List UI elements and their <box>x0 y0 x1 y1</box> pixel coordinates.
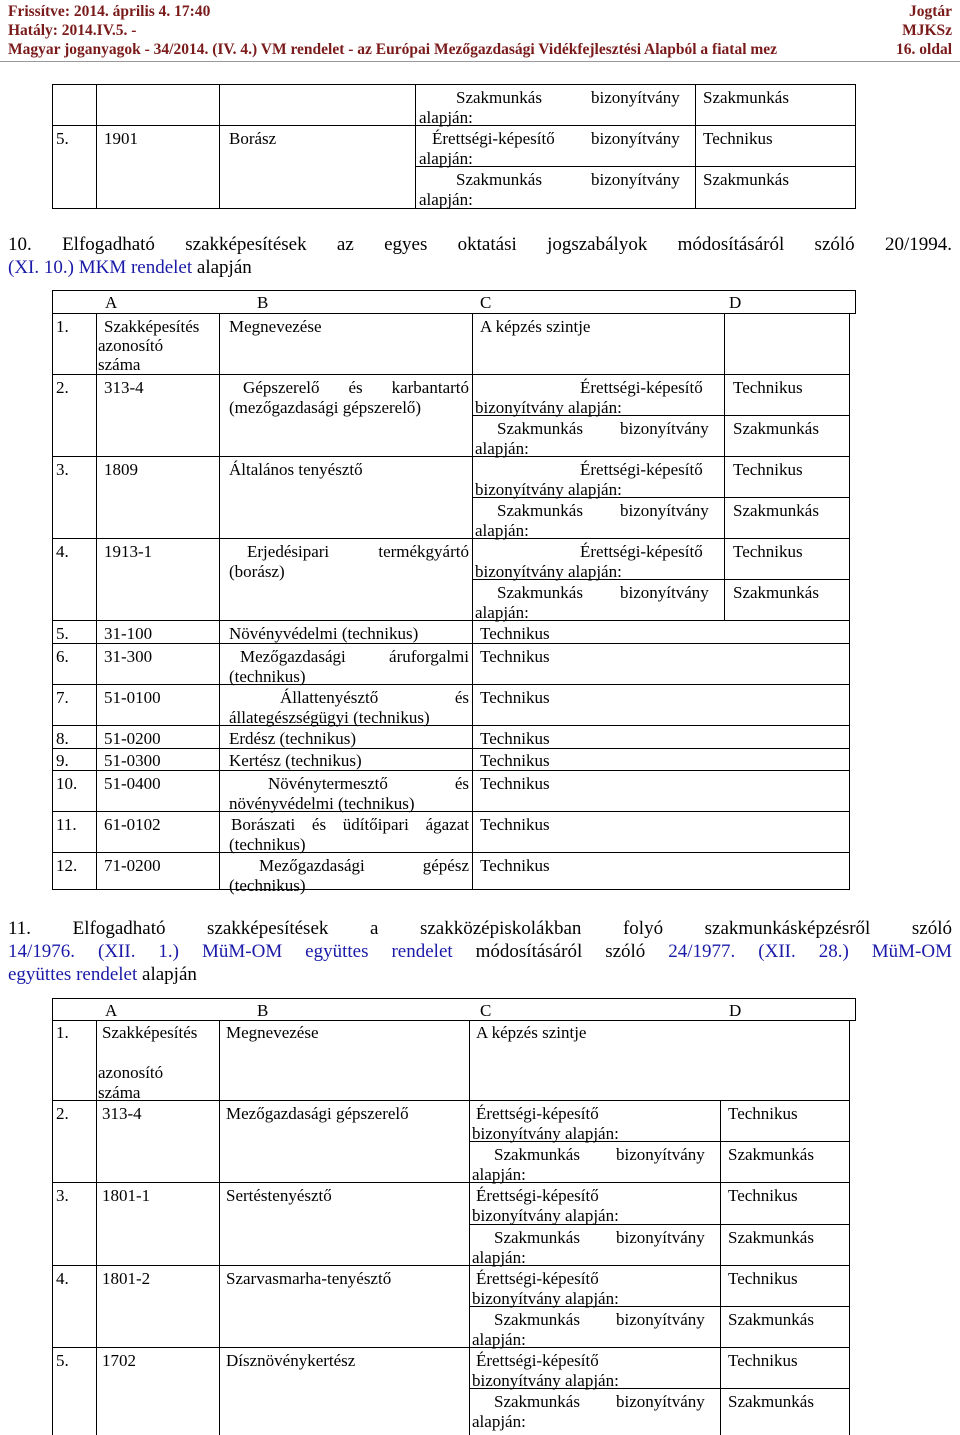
qual-text: alapján: <box>472 1412 526 1431</box>
row-code: 1801-2 <box>102 1269 151 1288</box>
row-level: Technikus <box>480 688 550 707</box>
qual-text: bizonyítvány <box>620 419 709 438</box>
brand-jogtar: Jogtár <box>908 3 952 20</box>
qual-text: bizonyítvány alapján: <box>475 398 622 417</box>
column-letter: D <box>729 293 742 312</box>
row-name: Gépszerelő és karbantartó <box>243 378 469 397</box>
section-11-line2 <box>8 940 952 963</box>
section-11-mid: módosításáról szóló <box>452 941 669 962</box>
qual-text: alapján: <box>472 1330 526 1349</box>
row-level: Technikus <box>480 856 550 875</box>
row-code: 1901 <box>104 129 138 148</box>
qual-text: alapján: <box>475 603 529 622</box>
row-number: 6. <box>56 647 69 666</box>
row-code: 51-0300 <box>104 751 161 770</box>
row-code: 51-0200 <box>104 729 161 748</box>
table-border <box>52 456 849 457</box>
qual-level: Technikus <box>733 460 803 479</box>
table-border <box>52 725 849 726</box>
table-border <box>855 84 856 208</box>
row-name: Borászati és üdítőipari ágazat <box>231 815 469 834</box>
column-letter: A <box>105 1001 118 1020</box>
table-border <box>415 84 416 208</box>
table-border <box>52 998 856 999</box>
header-name: Megnevezése <box>226 1023 319 1042</box>
table-border <box>96 1020 97 1435</box>
row-number: 8. <box>56 729 69 748</box>
row-name: (mezőgazdasági gépszerelő) <box>229 398 422 417</box>
table-border <box>52 1100 849 1101</box>
row-number: 5. <box>56 129 69 148</box>
column-letter: A <box>105 293 118 312</box>
qual-level: Technikus <box>728 1104 798 1123</box>
row-name: Általános tenyésztő <box>229 460 363 479</box>
qual-text: Érettségi-képesítő <box>476 1351 599 1370</box>
row-number: 4. <box>56 1269 69 1288</box>
source-title: Magyar joganyagok - 34/2014. (IV. 4.) VM rendelet - az Európai Mezőgazdasági Vidékfejlesztési Alapból a fiatal mez <box>8 41 778 58</box>
cell-text: alapján: <box>419 149 473 168</box>
row-name: (technikus) <box>229 667 306 686</box>
cell-text: Technikus <box>703 129 773 148</box>
qual-level: Technikus <box>728 1269 798 1288</box>
table-border <box>52 1182 849 1183</box>
row-code: 51-0100 <box>104 688 161 707</box>
qual-text: bizonyítvány alapján: <box>475 480 622 499</box>
column-letter: B <box>257 293 269 312</box>
table-border <box>52 998 53 1435</box>
cell-text: bizonyítvány <box>591 129 680 148</box>
row-code: 31-100 <box>104 624 153 643</box>
table-border <box>52 643 849 644</box>
qual-text: alapján: <box>472 1248 526 1267</box>
column-letter: C <box>480 1001 492 1020</box>
table-border <box>52 313 855 314</box>
header-code: Szakképesítés <box>102 1023 198 1042</box>
header-divider <box>0 61 960 62</box>
row-number: 12. <box>56 856 78 875</box>
table-border <box>52 290 856 291</box>
qual-level: Technikus <box>733 378 803 397</box>
qual-text: bizonyítvány <box>620 501 709 520</box>
row-number: 5. <box>56 1351 69 1370</box>
qual-level: Szakmunkás <box>733 583 819 602</box>
section-11-rest: alapján <box>137 964 197 985</box>
row-level: Technikus <box>480 815 550 834</box>
section-10-line2 <box>8 256 952 279</box>
cell-text: Szakmunkás <box>456 170 542 189</box>
table-border <box>52 852 849 853</box>
qual-text: Szakmunkás <box>497 419 583 438</box>
qual-text: bizonyítvány alapján: <box>472 1371 619 1390</box>
section-10-line1: 10. Elfogadható szakképesítések az egyes oktatási jogszabályok módosításáról szóló 20/1994. <box>8 234 952 255</box>
table-border <box>849 313 850 890</box>
qual-text: Érettségi-képesítő <box>476 1186 599 1205</box>
table-border <box>855 998 856 1021</box>
qual-text: Szakmunkás <box>494 1145 580 1164</box>
qual-text: bizonyítvány <box>620 583 709 602</box>
table-border <box>52 748 849 749</box>
column-letter: D <box>729 1001 742 1020</box>
cell-text: alapján: <box>419 190 473 209</box>
row-number: 9. <box>56 751 69 770</box>
qual-text: alapján: <box>475 521 529 540</box>
qual-text: Szakmunkás <box>497 583 583 602</box>
row-name: Erdész (technikus) <box>229 729 356 748</box>
header-level: A képzés szintje <box>476 1023 587 1042</box>
row-name: növényvédelmi (technikus) <box>229 794 415 813</box>
qual-text: bizonyítvány <box>616 1228 705 1247</box>
row-name: Szarvasmarha-tenyésztő <box>226 1269 392 1288</box>
qual-text: alapján: <box>475 439 529 458</box>
section-11-line3 <box>8 963 952 986</box>
qual-level: Szakmunkás <box>728 1145 814 1164</box>
validity: Hatály: 2014.IV.5. - <box>8 22 137 39</box>
cell-text: bizonyítvány <box>591 88 680 107</box>
table-border <box>52 1347 849 1348</box>
qual-text: Érettségi-képesítő <box>476 1269 599 1288</box>
row-code: 1801-1 <box>102 1186 151 1205</box>
header-code: száma <box>98 1083 141 1102</box>
row-name: Mezőgazdasági áruforgalmi <box>240 647 469 666</box>
qual-level: Szakmunkás <box>733 501 819 520</box>
row-name: állategészségügyi (technikus) <box>229 708 430 727</box>
row-name: Kertész (technikus) <box>229 751 362 770</box>
row-level: Technikus <box>480 647 550 666</box>
row-name: Sertéstenyésztő <box>226 1186 332 1205</box>
cell-text: Érettségi-képesítő <box>432 129 555 148</box>
qual-text: Érettségi-képesítő <box>580 378 703 397</box>
row-name: Mezőgazdasági gépszerelő <box>226 1104 409 1123</box>
table-border <box>52 84 53 208</box>
qual-text: bizonyítvány alapján: <box>475 562 622 581</box>
qual-text: Érettségi-képesítő <box>476 1104 599 1123</box>
table-border <box>52 374 849 375</box>
qual-level: Technikus <box>728 1351 798 1370</box>
mum-om-1977-link[interactable]: 24/1977. (XII. 28.) MüM-OM <box>668 941 952 962</box>
row-number: 1. <box>56 1023 69 1042</box>
table-border <box>52 84 856 85</box>
row-number: 3. <box>56 1186 69 1205</box>
table-border <box>52 1265 849 1266</box>
mum-om-1976-link[interactable]: 14/1976. (XII. 1.) MüM-OM együttes rendelet <box>8 941 453 962</box>
qual-text: Szakmunkás <box>494 1310 580 1329</box>
row-name: Erjedésipari termékgyártó <box>247 542 469 561</box>
header-code: azonosító <box>98 336 164 355</box>
table-border <box>52 684 849 685</box>
cell-text: bizonyítvány <box>591 170 680 189</box>
qual-text: bizonyítvány <box>616 1145 705 1164</box>
qual-text: Szakmunkás <box>494 1228 580 1247</box>
qual-text: bizonyítvány <box>616 1392 705 1411</box>
row-name: (technikus) <box>229 835 306 854</box>
row-number: 4. <box>56 542 69 561</box>
row-code: 313-4 <box>102 1104 142 1123</box>
table-border <box>52 811 849 812</box>
section-11-line1: 11. Elfogadható szakképesítések a szakközépiskolákban folyó szakmunkásképzésről szóló <box>8 918 952 939</box>
section-11-heading <box>8 917 952 986</box>
table-border <box>849 1020 850 1435</box>
qual-level: Szakmunkás <box>728 1228 814 1247</box>
row-number: 10. <box>56 774 78 793</box>
cell-text: Szakmunkás <box>456 88 542 107</box>
table-border <box>855 290 856 314</box>
section-10-rest: alapján <box>192 257 252 278</box>
qual-text: alapján: <box>472 1165 526 1184</box>
row-number: 7. <box>56 688 69 707</box>
cell-text: alapján: <box>419 108 473 127</box>
table-border <box>96 313 97 890</box>
row-code: 31-300 <box>104 647 153 666</box>
egyuttes-rendelet-link[interactable]: együttes rendelet <box>8 964 138 985</box>
row-name: Növénytermesztő és <box>268 774 469 793</box>
row-number: 3. <box>56 460 69 479</box>
table-border <box>52 889 850 890</box>
row-name: Mezőgazdasági gépész <box>259 856 469 875</box>
row-level: Technikus <box>480 774 550 793</box>
row-code: 71-0200 <box>104 856 161 875</box>
header-level: A képzés szintje <box>480 317 591 336</box>
cell-text: Szakmunkás <box>703 170 789 189</box>
row-name: Dísznövénykertész <box>226 1351 356 1370</box>
qual-level: Szakmunkás <box>733 419 819 438</box>
cell-text: Szakmunkás <box>703 88 789 107</box>
column-letter: C <box>480 293 492 312</box>
row-code: 51-0400 <box>104 774 161 793</box>
qual-text: Szakmunkás <box>494 1392 580 1411</box>
table-border <box>219 1020 220 1435</box>
row-code: 313-4 <box>104 378 144 397</box>
page-number: 16. oldal <box>896 41 952 58</box>
table-border <box>52 290 53 890</box>
qual-level: Technikus <box>733 542 803 561</box>
header-name: Megnevezése <box>229 317 322 336</box>
brand-mjksz: MJKSz <box>902 22 952 39</box>
qual-text: Érettségi-képesítő <box>580 460 703 479</box>
column-letter: B <box>257 1001 269 1020</box>
row-number: 2. <box>56 1104 69 1123</box>
table-border <box>219 84 220 208</box>
header-code: száma <box>98 355 141 374</box>
row-code: 1702 <box>102 1351 136 1370</box>
row-number: 2. <box>56 378 69 397</box>
row-code: 1809 <box>104 460 138 479</box>
qual-text: bizonyítvány alapján: <box>472 1124 619 1143</box>
header-code: azonosító <box>98 1063 164 1082</box>
row-number: 11. <box>56 815 77 834</box>
row-code: 61-0102 <box>104 815 161 834</box>
qual-text: bizonyítvány <box>616 1310 705 1329</box>
table-border <box>219 313 220 890</box>
table-border <box>52 538 849 539</box>
qual-level: Szakmunkás <box>728 1310 814 1329</box>
row-code: 1913-1 <box>104 542 153 561</box>
qual-level: Technikus <box>728 1186 798 1205</box>
table-border <box>96 84 97 208</box>
row-level: Technikus <box>480 729 550 748</box>
row-name: Állattenyésztő és <box>280 688 469 707</box>
qual-text: Érettségi-képesítő <box>580 542 703 561</box>
table-border <box>720 1100 721 1435</box>
row-name: Borász <box>229 129 277 148</box>
table-border <box>415 166 855 167</box>
table-border <box>469 1020 470 1435</box>
table-border <box>724 313 725 621</box>
update-date: Frissítve: 2014. április 4. 17:40 <box>8 3 211 20</box>
row-number: 1. <box>56 317 69 336</box>
row-level: Technikus <box>480 624 550 643</box>
qual-text: bizonyítvány alapján: <box>472 1206 619 1225</box>
row-number: 5. <box>56 624 69 643</box>
table-border <box>695 84 696 208</box>
section-10-heading <box>8 233 952 279</box>
header-code: Szakképesítés <box>104 317 200 336</box>
table-border <box>472 313 473 890</box>
row-name: Növényvédelmi (technikus) <box>229 624 419 643</box>
row-level: Technikus <box>480 751 550 770</box>
table-border <box>52 620 849 621</box>
mkm-rendelet-link[interactable]: (XI. 10.) MKM rendelet <box>8 257 193 278</box>
row-name: (technikus) <box>229 876 306 895</box>
qual-text: Szakmunkás <box>497 501 583 520</box>
row-name: (borász) <box>229 562 285 581</box>
qual-text: bizonyítvány alapján: <box>472 1289 619 1308</box>
table-border <box>52 770 849 771</box>
qual-level: Szakmunkás <box>728 1392 814 1411</box>
